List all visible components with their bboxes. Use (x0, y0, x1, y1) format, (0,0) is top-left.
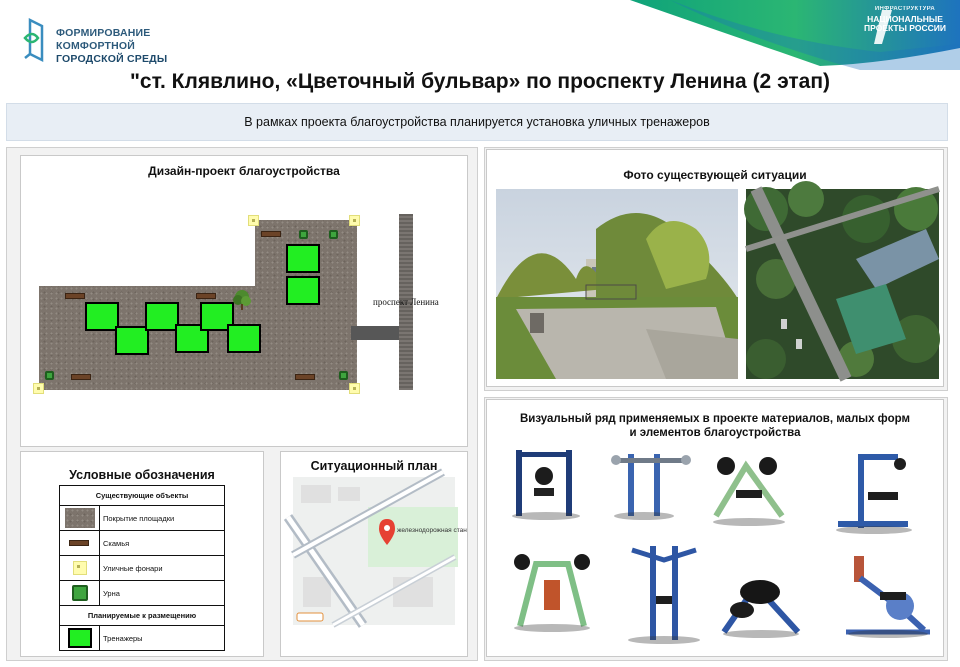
trainer-image-5 (506, 544, 598, 634)
legend-row (60, 556, 225, 581)
legend-label: Тренажеры (100, 626, 225, 651)
legend-row (60, 581, 225, 606)
trainer-image-3 (706, 446, 792, 528)
situational-map (293, 477, 467, 625)
legend-label: Урна (100, 581, 225, 606)
urn (339, 371, 348, 380)
photo-aerial (746, 189, 939, 379)
np-title: НАЦИОНАЛЬНЫЕ ПРОЕКТЫ РОССИИ (864, 14, 946, 33)
logo-line: ФОРМИРОВАНИЕ (56, 27, 151, 39)
legend-row (60, 531, 225, 556)
trainer-image-6 (622, 540, 706, 648)
situational-title: Ситуационный план (310, 459, 438, 473)
street-lamp (349, 383, 360, 394)
trainer-image-4 (828, 444, 920, 536)
logo-icon (22, 14, 54, 64)
paving-swatch (65, 508, 95, 528)
trainer-swatch (68, 628, 92, 648)
street-label: проспект Ленина (373, 297, 439, 307)
legend-existing-header: Существующие объекты (60, 486, 225, 506)
access-road (351, 326, 401, 340)
np-subtitle: ИНФРАСТРУКТУРА (874, 6, 936, 12)
tree-icon (232, 288, 252, 310)
legend-title: Условные обозначения (69, 468, 215, 482)
bench (295, 374, 315, 380)
logo-line: КОМФОРТНОЙ (56, 40, 136, 52)
bench (65, 293, 85, 299)
street-lamp (248, 215, 259, 226)
urn (329, 230, 338, 239)
logo-line: ГОРОДСКОЙ СРЕДЫ (56, 53, 168, 65)
bench (71, 374, 91, 380)
urn-swatch (72, 585, 88, 601)
trainer-image-8 (840, 548, 936, 640)
trainer (227, 324, 261, 353)
page-title: "ст. Клявлино, «Цветочный бульвар» по проспекту Ленина (2 этап) (129, 70, 831, 93)
trainer (115, 326, 149, 355)
trainer (145, 302, 179, 331)
photos-title: Фото существующей ситуации (623, 168, 807, 182)
photo-ground-level (496, 189, 738, 379)
trainer-image-1 (506, 446, 586, 522)
urn (45, 371, 54, 380)
design-project-panel (20, 155, 468, 447)
bench (196, 293, 216, 299)
trainer-image-2 (606, 448, 696, 522)
map-label: железнодорожная стан (397, 527, 467, 534)
lamp-swatch (73, 561, 87, 575)
logo-text (56, 27, 167, 66)
trainer-image-7 (716, 566, 806, 640)
photo-image (746, 189, 939, 379)
street-lamp (349, 215, 360, 226)
legend-row (60, 626, 225, 651)
legend-row (60, 506, 225, 531)
legend-label: Покрытие площадки (100, 506, 225, 531)
urn (299, 230, 308, 239)
banner-text: В рамках проекта благоустройства планируется установка уличных тренажеров (244, 115, 710, 129)
trainer (286, 244, 320, 273)
bench (261, 231, 281, 237)
visual-title: Визуальный ряд применяемых в проекте материалов, малых форм и элементов благоустройства (519, 413, 911, 439)
trainer (85, 302, 119, 331)
street-lamp (33, 383, 44, 394)
legend-label: Уличные фонари (100, 556, 225, 581)
national-projects-text (864, 6, 946, 33)
info-banner (6, 103, 948, 141)
photo-image (496, 189, 738, 379)
design-plan (21, 156, 469, 448)
trainer (286, 276, 320, 305)
legend-table (59, 485, 225, 651)
bench-swatch (69, 540, 89, 546)
legend-label: Скамья (100, 531, 225, 556)
design-title: Дизайн-проект благоустройства (148, 164, 340, 178)
situational-plan-panel (280, 451, 468, 657)
legend-panel (20, 451, 264, 657)
map-graphic (293, 477, 455, 625)
legend-planned-header: Планируемые к размещению (60, 606, 225, 626)
